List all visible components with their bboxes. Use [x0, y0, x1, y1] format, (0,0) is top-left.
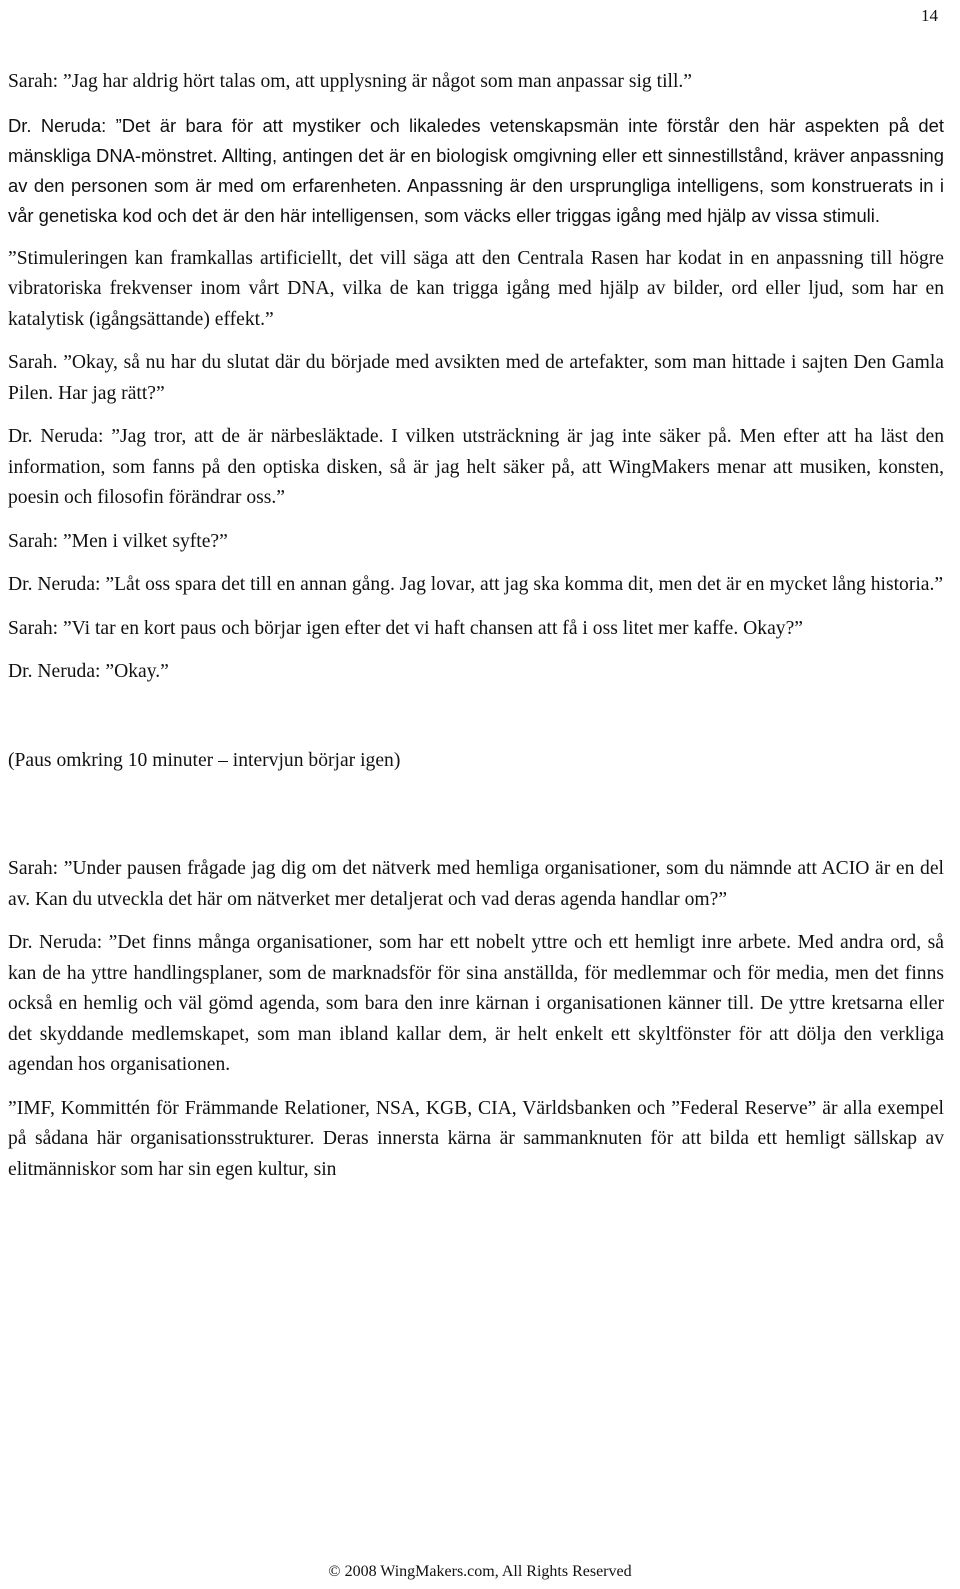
dialogue-paragraph: Sarah: ”Jag har aldrig hört talas om, att upplysning är något som man anpassar sig till.” [8, 71, 692, 92]
dialogue-paragraph: Sarah. ”Okay, så nu har du slutat där du började med avsikten med de artefakter, som man hittade i sajten Den Gamla Pilen. Har jag rätt?” [8, 352, 944, 404]
dialogue-paragraph: Dr. Neruda: ”Jag tror, att de är närbesläktade. I vilken utsträckning är jag inte säker på. Men efter att ha läst den information, som fanns på den optiska disken, så är jag helt säker på, att WingMakers menar att musiken, konsten, poesin och filosofin förändrar oss.” [8, 426, 944, 508]
dialogue-paragraph: ”IMF, Kommittén för Främmande Relationer, NSA, KGB, CIA, Världsbanken och ”Federal Reserve” är alla exempel på sådana här organisationsstrukturer. Deras innersta kärna är sammanknuten för att bilda ett hemligt sällskap av elitmänniskor som har sin egen kultur, sin [8, 1097, 944, 1180]
dialogue-paragraph: ”Stimuleringen kan framkallas artificiellt, det vill säga att den Centrala Rasen har kodat in en anpassning till högre vibratoriska frekvenser inom vårt DNA, vilka de kan trigga igång med hjälp av bilder, ord eller ljud, som har en katalytisk (igångsättande) effekt.” [8, 247, 944, 330]
dialogue-paragraph: Sarah: ”Under pausen frågade jag dig om det nätverk med hemliga organisationer, som du nämnde att ACIO är en del av. Kan du utveckla det här om nätverket mer detaljerat och vad deras agenda handlar om?” [8, 858, 944, 910]
copyright-footer: © 2008 WingMakers.com, All Rights Reserved [328, 1563, 632, 1580]
dialogue-paragraph: Dr. Neruda: ”Låt oss spara det till en annan gång. Jag lovar, att jag ska komma dit, men det är en mycket lång historia.” [8, 574, 944, 595]
document-body [8, 67, 944, 1198]
dialogue-paragraph: Dr. Neruda: ”Det är bara för att mystiker och likaledes vetenskapsmän inte förstår den här aspekten på det mänskliga DNA-mönstret. Allting, antingen det är en biologisk omgivning eller ett sinnestillstånd, kräver anpassning av den personen som är med om erfarenheten. Anpassning är den ursprungliga intelligens, som konstruerats in i vår genetiska kod och det är den här intelligensen, som väcks eller triggas igång med hjälp av vissa stimuli. [8, 114, 944, 226]
page-number: 14 [921, 6, 938, 25]
pause-note: (Paus omkring 10 minuter – intervjun börjar igen) [8, 749, 401, 771]
dialogue-paragraph: Sarah: ”Vi tar en kort paus och börjar igen efter det vi haft chansen att få i oss litet mer kaffe. Okay?” [8, 617, 803, 639]
dialogue-paragraph: Dr. Neruda: ”Okay.” [8, 661, 169, 682]
dialogue-paragraph: Dr. Neruda: ”Det finns många organisationer, som har ett nobelt yttre och ett hemligt inre arbete. Med andra ord, så kan de ha yttre handlingsplaner, som de marknadsför för sina anställda, för medlemmar och för media, men det finns också en hemlig och väl gömd agenda, som bara den inre kärnan i organisationen känner till. De yttre kretsarna eller det skyddande medlemskapet, som man ibland kallar dem, är helt enkelt ett skyltfönster för att dölja den verkliga agendan hos organisationen. [8, 932, 944, 1075]
dialogue-paragraph: Sarah: ”Men i vilket syfte?” [8, 530, 228, 552]
